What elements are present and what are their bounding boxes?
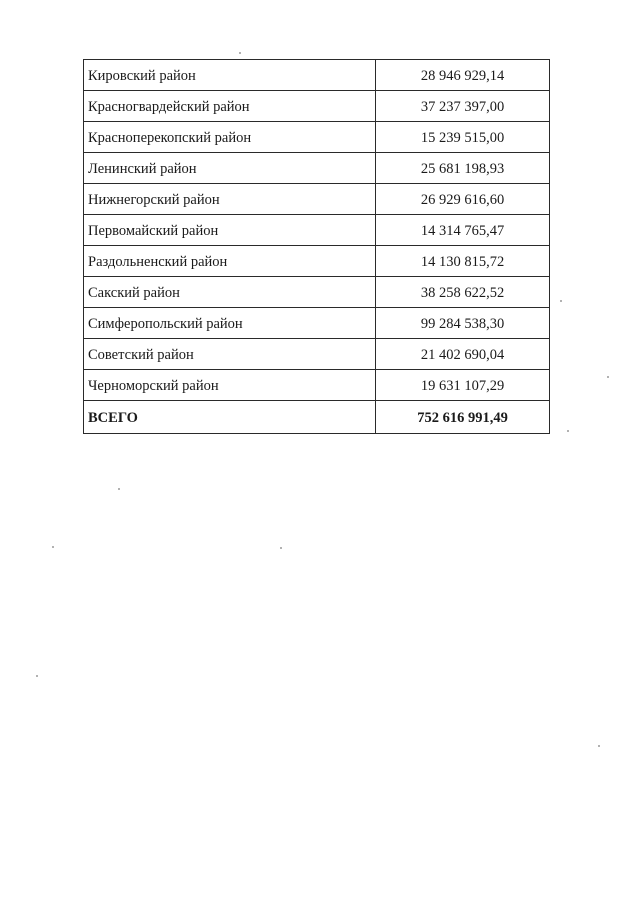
table-row [84,339,550,370]
district-name: Первомайский район [84,215,376,246]
district-amount: 37 237 397,00 [376,91,550,122]
district-amount: 14 130 815,72 [376,246,550,277]
district-amount: 19 631 107,29 [376,370,550,401]
table-row [84,122,550,153]
table-row [84,215,550,246]
district-amount: 25 681 198,93 [376,153,550,184]
total-row [84,401,550,434]
scan-speck [280,547,282,549]
scan-speck [567,430,569,432]
table-row [84,308,550,339]
district-amount: 21 402 690,04 [376,339,550,370]
district-name: Сакский район [84,277,376,308]
district-name: Нижнегорский район [84,184,376,215]
district-budget-table [83,59,550,434]
district-name: Ленинский район [84,153,376,184]
table-row [84,184,550,215]
district-amount: 28 946 929,14 [376,60,550,91]
district-name: Красноперекопский район [84,122,376,153]
district-name: Черноморский район [84,370,376,401]
scan-speck [598,745,600,747]
table-row [84,246,550,277]
table-row [84,60,550,91]
district-name: Красногвардейский район [84,91,376,122]
scan-speck [36,675,38,677]
district-amount: 14 314 765,47 [376,215,550,246]
total-label: ВСЕГО [84,401,376,434]
district-name: Советский район [84,339,376,370]
table-row [84,91,550,122]
scan-speck [118,488,120,490]
table-row [84,153,550,184]
table-row [84,277,550,308]
district-amount: 38 258 622,52 [376,277,550,308]
scan-speck [239,52,241,54]
district-name: Раздольненский район [84,246,376,277]
scan-speck [607,376,609,378]
district-amount: 99 284 538,30 [376,308,550,339]
district-amount: 15 239 515,00 [376,122,550,153]
district-name: Кировский район [84,60,376,91]
district-amount: 26 929 616,60 [376,184,550,215]
table-row [84,370,550,401]
scan-speck [52,546,54,548]
total-amount: 752 616 991,49 [376,401,550,434]
scan-speck [560,300,562,302]
district-name: Симферопольский район [84,308,376,339]
